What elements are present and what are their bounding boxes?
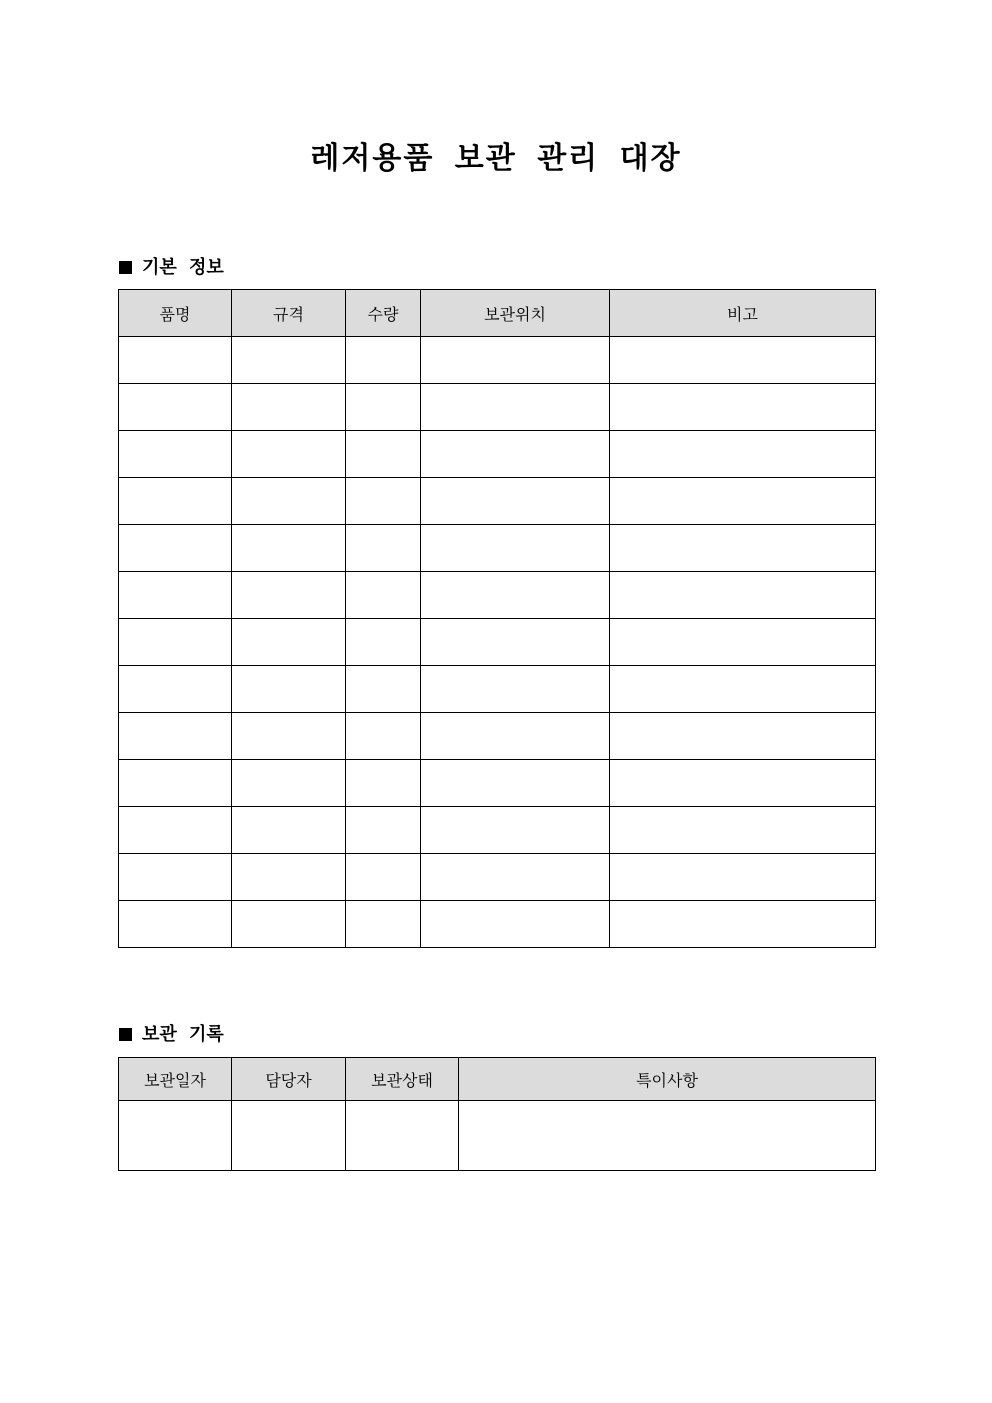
table-cell[interactable] xyxy=(346,525,421,572)
table-cell[interactable] xyxy=(232,572,346,619)
basic-info-table xyxy=(118,289,876,948)
table-cell[interactable] xyxy=(232,337,346,384)
column-header-storage-location: 보관위치 xyxy=(421,290,610,337)
section-heading-basic-info xyxy=(119,253,224,279)
table-cell[interactable] xyxy=(232,619,346,666)
table-cell[interactable] xyxy=(421,478,610,525)
table-row xyxy=(119,760,876,807)
table-cell[interactable] xyxy=(421,901,610,948)
table-header-row xyxy=(119,1058,876,1101)
table-cell[interactable] xyxy=(232,431,346,478)
table-row xyxy=(119,478,876,525)
table-cell[interactable] xyxy=(610,713,876,760)
column-header-spec: 규격 xyxy=(232,290,346,337)
table-cell[interactable] xyxy=(232,807,346,854)
table-cell[interactable] xyxy=(346,619,421,666)
table-row xyxy=(119,901,876,948)
table-cell[interactable] xyxy=(610,337,876,384)
table-cell[interactable] xyxy=(421,431,610,478)
table-cell[interactable] xyxy=(232,713,346,760)
square-bullet-icon xyxy=(119,1028,132,1041)
table-cell[interactable] xyxy=(119,619,232,666)
section-heading-label: 기본 정보 xyxy=(142,257,224,278)
table-cell[interactable] xyxy=(346,854,421,901)
table-cell[interactable] xyxy=(421,760,610,807)
table-cell[interactable] xyxy=(119,337,232,384)
table-cell[interactable] xyxy=(119,1101,232,1171)
table-cell[interactable] xyxy=(119,525,232,572)
table-cell[interactable] xyxy=(610,525,876,572)
table-cell[interactable] xyxy=(232,1101,346,1171)
table-row xyxy=(119,807,876,854)
table-cell[interactable] xyxy=(421,713,610,760)
table-cell[interactable] xyxy=(421,807,610,854)
table-cell[interactable] xyxy=(421,572,610,619)
column-header-special-notes: 특이사항 xyxy=(459,1058,876,1101)
table-cell[interactable] xyxy=(346,478,421,525)
table-row xyxy=(119,337,876,384)
table-row xyxy=(119,431,876,478)
table-header-row xyxy=(119,290,876,337)
table-cell[interactable] xyxy=(346,384,421,431)
table-cell[interactable] xyxy=(610,666,876,713)
table-cell[interactable] xyxy=(232,901,346,948)
table-cell[interactable] xyxy=(346,760,421,807)
table-cell[interactable] xyxy=(610,431,876,478)
table-cell[interactable] xyxy=(119,854,232,901)
table-cell[interactable] xyxy=(232,666,346,713)
document-title: 레저용품 보관 관리 대장 xyxy=(310,141,682,176)
table-cell[interactable] xyxy=(421,854,610,901)
storage-record-table xyxy=(118,1057,876,1171)
table-cell[interactable] xyxy=(610,807,876,854)
table-cell[interactable] xyxy=(119,572,232,619)
table-cell[interactable] xyxy=(119,760,232,807)
table-cell[interactable] xyxy=(119,384,232,431)
section-heading-label: 보관 기록 xyxy=(142,1024,224,1045)
section-heading-storage-record xyxy=(119,1020,224,1046)
table-cell[interactable] xyxy=(346,713,421,760)
table-cell[interactable] xyxy=(232,525,346,572)
table-cell[interactable] xyxy=(346,572,421,619)
table-cell[interactable] xyxy=(232,384,346,431)
column-header-item-name: 품명 xyxy=(119,290,232,337)
table-row xyxy=(119,713,876,760)
table-cell[interactable] xyxy=(610,478,876,525)
table-cell[interactable] xyxy=(459,1101,876,1171)
table-row xyxy=(119,666,876,713)
table-cell[interactable] xyxy=(610,854,876,901)
column-header-quantity: 수량 xyxy=(346,290,421,337)
table-cell[interactable] xyxy=(610,760,876,807)
table-cell[interactable] xyxy=(610,384,876,431)
table-cell[interactable] xyxy=(119,478,232,525)
table-cell[interactable] xyxy=(610,572,876,619)
table-cell[interactable] xyxy=(421,666,610,713)
column-header-storage-date: 보관일자 xyxy=(119,1058,232,1101)
table-row xyxy=(119,854,876,901)
table-cell[interactable] xyxy=(421,619,610,666)
column-header-remarks: 비고 xyxy=(610,290,876,337)
column-header-person-in-charge: 담당자 xyxy=(232,1058,346,1101)
table-cell[interactable] xyxy=(232,854,346,901)
table-cell[interactable] xyxy=(232,478,346,525)
table-cell[interactable] xyxy=(346,666,421,713)
table-cell[interactable] xyxy=(421,525,610,572)
table-cell[interactable] xyxy=(119,713,232,760)
table-cell[interactable] xyxy=(346,337,421,384)
table-row xyxy=(119,1101,876,1171)
column-header-storage-condition: 보관상태 xyxy=(346,1058,459,1101)
table-cell[interactable] xyxy=(421,337,610,384)
table-cell[interactable] xyxy=(119,807,232,854)
square-bullet-icon xyxy=(119,261,132,274)
table-cell[interactable] xyxy=(346,1101,459,1171)
table-cell[interactable] xyxy=(346,901,421,948)
table-cell[interactable] xyxy=(421,384,610,431)
table-cell[interactable] xyxy=(610,901,876,948)
table-row xyxy=(119,572,876,619)
table-cell[interactable] xyxy=(232,760,346,807)
table-cell[interactable] xyxy=(119,431,232,478)
table-cell[interactable] xyxy=(346,807,421,854)
table-cell[interactable] xyxy=(119,901,232,948)
table-cell[interactable] xyxy=(346,431,421,478)
table-row xyxy=(119,384,876,431)
table-cell[interactable] xyxy=(119,666,232,713)
table-row xyxy=(119,619,876,666)
table-cell[interactable] xyxy=(610,619,876,666)
table-row xyxy=(119,525,876,572)
